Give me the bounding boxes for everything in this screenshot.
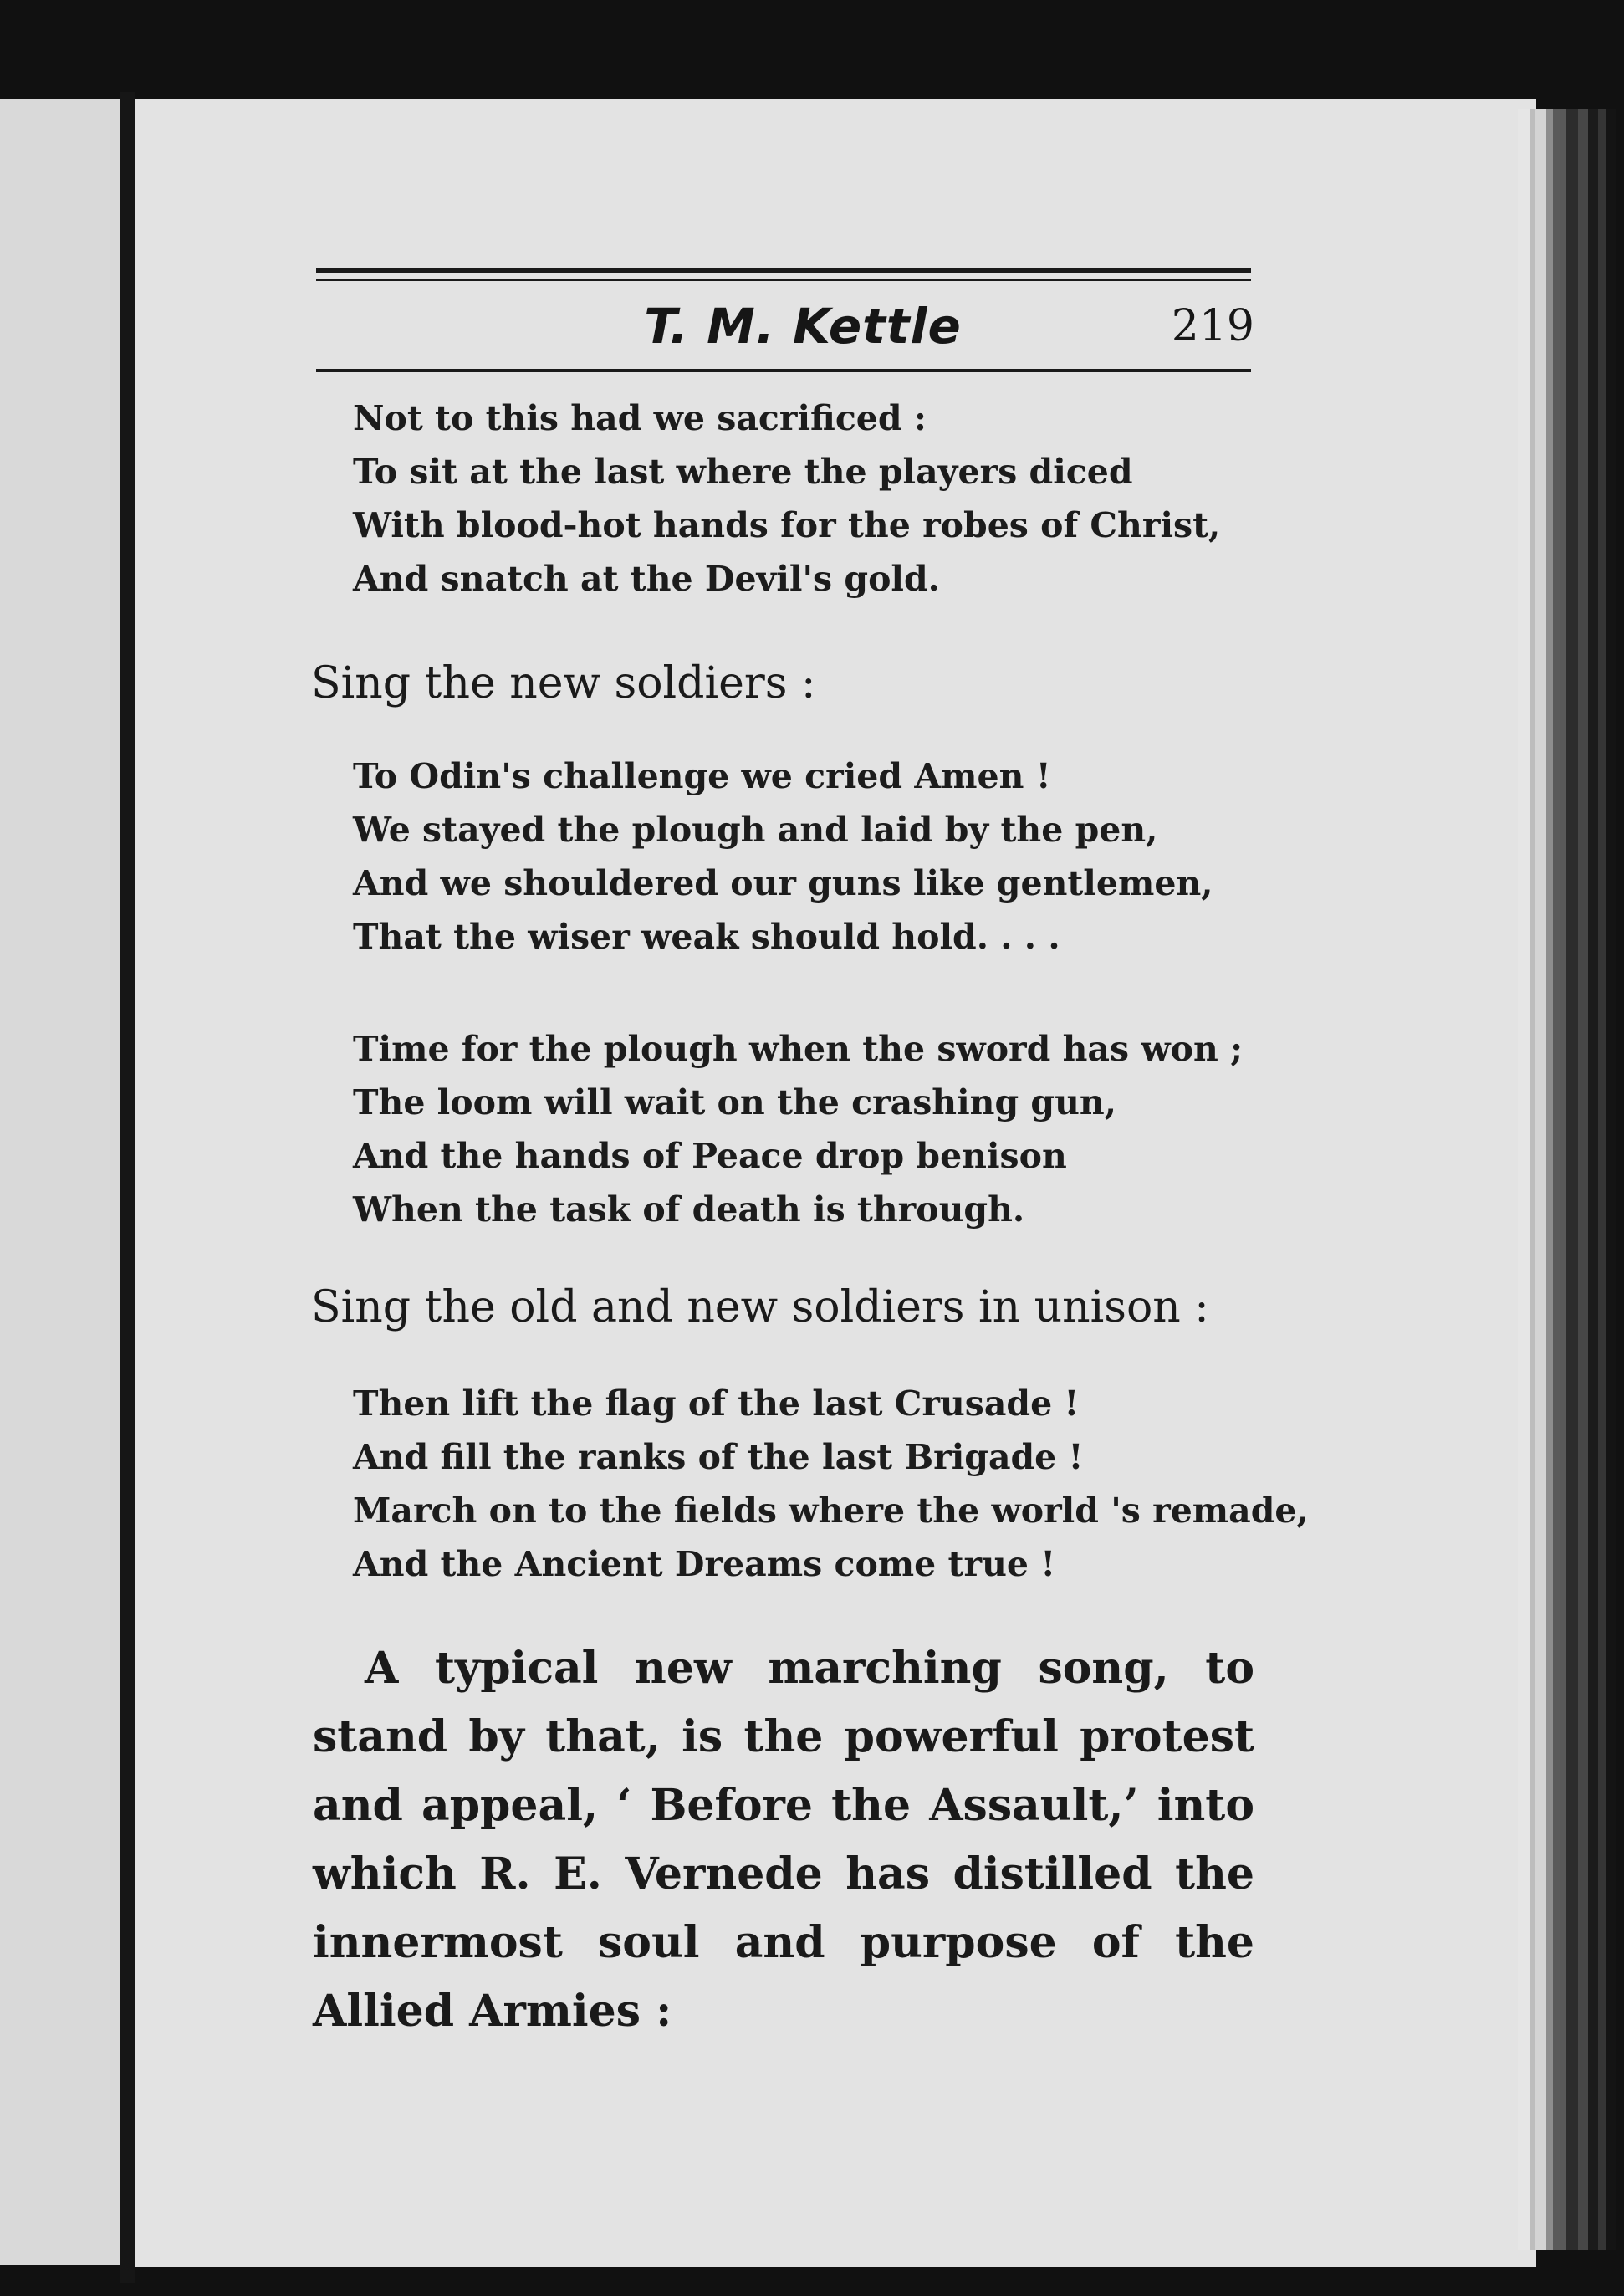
verse-line: That the wiser weak should hold. . . . [353,917,1060,957]
page-number: 219 [1171,301,1254,351]
section-heading: Sing the old and new soldiers in unison : [311,1282,1209,1332]
verse-line: Not to this had we sacrificed : [353,398,927,438]
verse-line: To sit at the last where the players diced [353,452,1133,492]
header-rule-top-thin [316,279,1251,281]
verse-line: And fill the ranks of the last Brigade ! [353,1437,1084,1477]
prose-paragraph: A typical new marching song, to stand by that, is the powerful protest and appeal, ‘ Before the Assault,’ into which R. E. Vernede has distilled the innermost soul and purpose of the Allied Armies : [313,1643,1254,2037]
verse-line: The loom will wait on the crashing gun, [353,1082,1116,1122]
header-rule-top [316,268,1251,273]
page-edges [1518,109,1616,2250]
previous-page-edge [0,99,120,2265]
verse-line: We stayed the plough and laid by the pen, [353,810,1158,850]
verse-line: And we shouldered our guns like gentlemen, [353,863,1213,903]
section-heading: Sing the new soldiers : [311,658,816,708]
header-rule-bottom [316,369,1251,372]
verse-line: March on to the fields where the world 's remade, [353,1491,1309,1531]
verse-line: To Odin's challenge we cried Amen ! [353,756,1051,796]
verse-line: When the task of death is through. [353,1189,1025,1230]
verse-line: With blood-hot hands for the robes of Christ, [353,505,1221,545]
verse-line: And the hands of Peace drop benison [353,1136,1067,1176]
verse-line: Then lift the flag of the last Crusade ! [353,1383,1080,1424]
verse-line: Time for the plough when the sword has won ; [353,1029,1244,1069]
verse-line: And the Ancient Dreams come true ! [353,1544,1056,1584]
running-title: T. M. Kettle [644,298,962,355]
verse-line: And snatch at the Devil's gold. [353,559,940,599]
book-gutter [120,92,135,2283]
